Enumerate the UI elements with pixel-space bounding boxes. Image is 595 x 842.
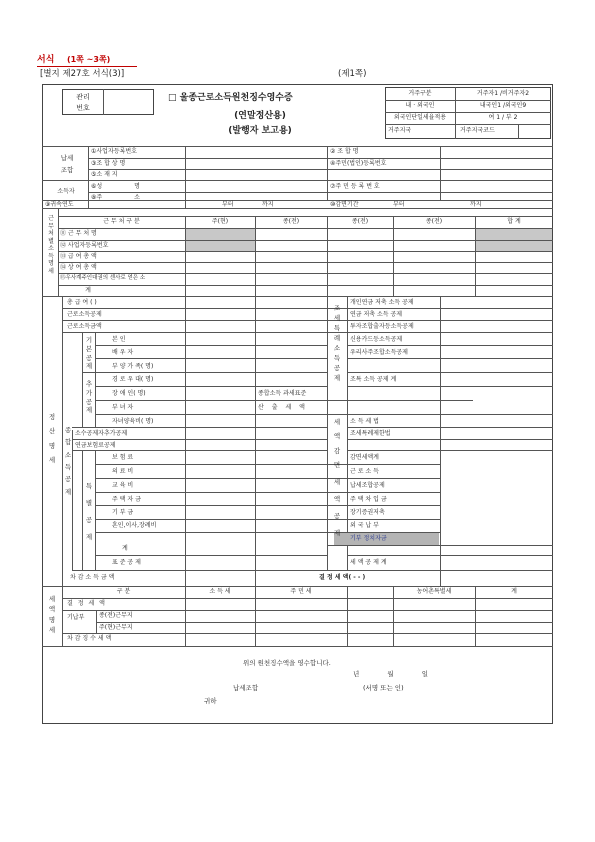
- basic-deduction-label: 기본공제: [85, 336, 93, 371]
- col-prev-1: 종(전): [282, 218, 300, 225]
- col-prev-2: 종(전): [351, 218, 369, 225]
- row-stock-option: ⑮우사계주인대권의 센사로 얻은 소: [60, 275, 146, 281]
- form-copy-label: (발행자 보고용): [228, 126, 292, 136]
- credit-foreign-tax: 외 국 납 부: [350, 522, 379, 529]
- form-number: [별지 제27호 서식(3)]: [40, 69, 125, 79]
- earner-resident-no-label: ⑦주 민 등 록 번 호: [330, 183, 380, 190]
- tax-row-determined: 결 정 세 액: [67, 600, 105, 607]
- extra-elderly: 경 로 우 대( 명): [112, 376, 154, 383]
- settlement-side-label: 정산명세: [48, 413, 56, 464]
- tax-header-rural-tax: 농어촌특별세: [416, 588, 452, 595]
- payer-label: 납세 조합: [60, 154, 74, 174]
- credit-earned-income: 근 로 소 득: [350, 468, 379, 475]
- tax-row-withholding: 차 감 징 수 세 액: [67, 635, 112, 642]
- extra-childcare: 자녀양육비( 명): [112, 418, 154, 425]
- credit-housing-loan: 주 택 차 입 금: [350, 496, 387, 503]
- extra-woman-head: 부 녀 자: [112, 404, 134, 411]
- income-earner-label: 소득자: [57, 188, 75, 195]
- total-salary: 총 급 여 ( ): [67, 299, 97, 306]
- reduction-period-label: ⑩감면기간: [330, 201, 359, 208]
- signature-placeholder: (서명 또는 인): [363, 684, 404, 692]
- info-value-residence: 거주자1 /비거주자2: [476, 90, 530, 97]
- row-bonus-total: ⑭ 상 여 총 액: [60, 264, 97, 271]
- tax-row-prev-workplace: 종(전)근무지: [99, 612, 133, 619]
- earned-income-amount: 근로소득금액: [67, 323, 102, 330]
- info-label-flat-rate: 외국인단일세율적용: [393, 114, 447, 121]
- calculated-tax: 산 출 세 액: [258, 404, 305, 411]
- tax-union-signature-label: 납세조합: [233, 684, 259, 692]
- style-pages: (1쪽 ~3쪽): [66, 55, 111, 64]
- special-sum: 계: [122, 545, 128, 552]
- basic-self: 본 인: [112, 336, 126, 343]
- income-deduction-label: 종합소득공제: [64, 426, 72, 496]
- earner-name-label: ⑥성 명: [91, 183, 140, 190]
- earner-address-label: ⑧주 소: [91, 194, 140, 201]
- payer-resident-no-label: ④주민(법인)등록번호: [330, 160, 387, 167]
- style-underline: [37, 66, 137, 67]
- determined-tax-amount: 결 정 세 액( - - ): [319, 574, 366, 581]
- payer-biz-no-label: ①사업자등록번호: [91, 148, 137, 155]
- special-wedding-moving-funeral: 혼인,이사,장례비: [112, 522, 157, 529]
- special-deduction-label: 특별공제: [85, 482, 93, 541]
- form-title: □ 울종근로소득원천징수영수증: [168, 93, 293, 103]
- standard-deduction: 표 준 공 제: [112, 559, 141, 566]
- period-from: 부터: [222, 201, 234, 208]
- credit-tax-union: 납세조합공제: [350, 482, 385, 489]
- special-insurance: 보 험 료: [112, 454, 134, 461]
- tax-header-total: 계: [511, 588, 517, 595]
- tax-header-category: 구 분: [116, 588, 131, 595]
- special-tax-deduction-sum: 조특 소득 공제 계: [350, 376, 397, 383]
- tax-row-current-workplace: 주(현)근무지: [99, 624, 133, 631]
- payer-union-trade-name-label: ③조 합 상 명: [91, 160, 126, 167]
- tax-special-deduction-label: 조세특례소득공제: [333, 304, 341, 383]
- payer-address-label: ⑤소 재 지: [91, 171, 118, 178]
- extra-disabled: 장 애 인( 명): [112, 390, 146, 397]
- special-donation: 기 부 금: [112, 509, 134, 516]
- mgmt-number-label: 관리 번호: [76, 93, 90, 113]
- investment-union-deduction: 투자조합출자등소득공제: [350, 323, 414, 330]
- personal-pension-deduction: 개인연금 저축 소득 공제: [350, 299, 414, 306]
- row-workplace-bizno: ⑫ 사업자등록번호: [60, 242, 109, 249]
- credit-card-deduction: 신용카드등소득공제: [350, 336, 403, 343]
- row-salary-total: ⑬ 급 여 총 액: [60, 253, 97, 260]
- period-to: 까지: [262, 201, 274, 208]
- page-number: (제1쪽): [338, 69, 367, 79]
- tax-row-prepaid: 기납부: [67, 614, 85, 621]
- special-medical: 의 료 비: [112, 468, 134, 475]
- form-subtitle: (연말정산용): [234, 111, 286, 121]
- tax-detail-side-label: 세액명세: [48, 595, 56, 635]
- attribution-year-label: ⑨귀속연도: [45, 201, 74, 208]
- tax-credit-label: 세액공제: [333, 478, 341, 537]
- residence-country-label: 거주지국: [388, 127, 412, 134]
- tax-header-resident-tax: 주 민 세: [290, 588, 312, 595]
- pension-savings-deduction: 연금 저축 소득 공제: [350, 311, 403, 318]
- payer-union-name-label: ② 조 합 명: [330, 148, 359, 155]
- tax-header-income-tax: 소 득 세: [209, 588, 231, 595]
- col-current: 주(현): [211, 218, 229, 225]
- basic-dependents: 부 양 가 족( 명): [112, 363, 154, 370]
- shade-workplace-name-current: [186, 229, 255, 240]
- style-label: 서식 (1쪽 ~3쪽): [37, 55, 111, 65]
- shade-bizno-current: [186, 241, 255, 251]
- info-value-flat-rate: 여 1 / 부 2: [488, 114, 518, 121]
- row-workplace-name: ⑪ 근 무 처 명: [60, 230, 97, 237]
- shade-total-name: [476, 229, 552, 240]
- tax-reduction-label: 세액감면: [333, 418, 341, 469]
- reduction-sum: 감면세액계: [350, 454, 379, 461]
- info-label-nationality: 내 · 외국인: [405, 102, 435, 109]
- reduction-from: 부터: [393, 201, 405, 208]
- workplace-side-label: 근무처별소득명세: [48, 215, 54, 275]
- info-label-residence: 거주구분: [408, 90, 432, 97]
- receipt-statement: 위의 원천징수액을 영수합니다.: [243, 659, 331, 667]
- shade-total-bizno: [476, 241, 552, 251]
- credit-political-donation: 기부 정치자금: [350, 535, 387, 542]
- col-total: 합 계: [507, 218, 521, 225]
- pension-insurance-deduction: 연금보험료공제: [75, 442, 116, 449]
- taxable-income-base: 종합소득 과세표준: [258, 390, 307, 397]
- credit-long-term-savings: 장기증권저축: [350, 509, 385, 516]
- basic-spouse: 배 우 자: [112, 349, 134, 356]
- row-workplace-sum: 계: [85, 287, 91, 294]
- reduction-to: 까지: [470, 201, 482, 208]
- receipt-date: 년 월 일: [353, 670, 428, 678]
- earned-income-deduction: 근로소득공제: [67, 311, 102, 318]
- net-income-amount: 차 감 소 득 금 액: [70, 574, 115, 581]
- extra-deduction-label: 추가공제: [85, 380, 93, 415]
- special-education: 교 육 비: [112, 482, 134, 489]
- workplace-header-label: 근 무 처 구 분: [103, 218, 140, 225]
- credit-sum: 세 액 공 제 계: [350, 559, 387, 566]
- recipient-label: 귀하: [204, 697, 217, 705]
- col-prev-3: 종(전): [425, 218, 443, 225]
- employee-stock-deduction: 우리사주조합소득공제: [350, 349, 408, 356]
- reduction-tax-special-law: 조세특례제한법: [350, 430, 391, 437]
- reduction-income-tax-law: 소 득 세 법: [350, 418, 379, 425]
- small-household-deduction: 소수공제자추가공제: [75, 430, 128, 437]
- residence-code-label: 거주지국코드: [460, 127, 495, 134]
- info-value-nationality: 내국인1 /외국인9: [479, 102, 527, 109]
- special-housing: 주 택 자 금: [112, 496, 141, 503]
